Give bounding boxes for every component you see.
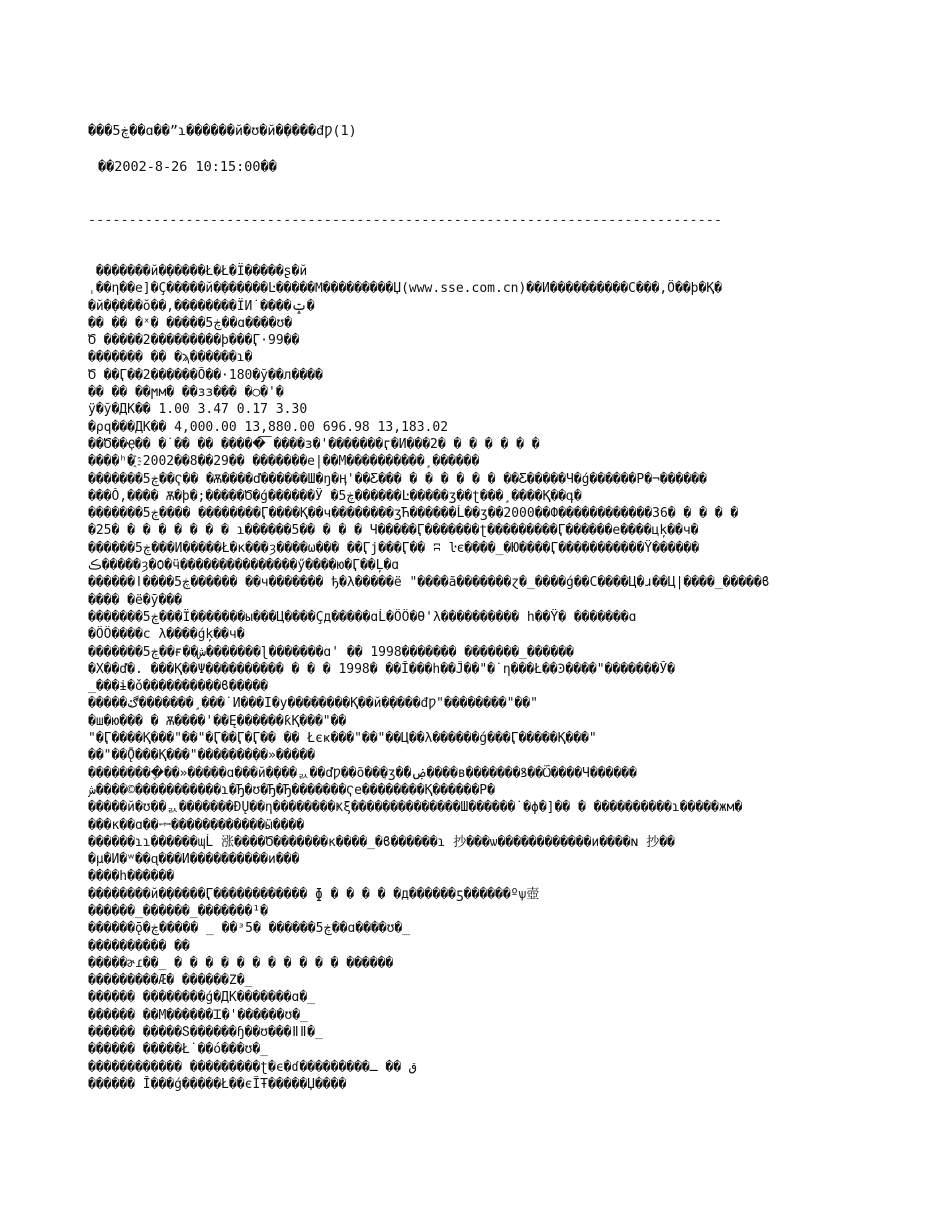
body-line: ��Ծ��Ҿ�� �˙�� �� �����͞ ����з�'�������ӷ�И���2� � � � � � � (88, 436, 540, 452)
body-line: _���ɨ�ǒ����������ϐ����� (88, 679, 269, 695)
body-line: ������_������_�������¹� (88, 903, 269, 919)
body-line: ������� �� �ϡ������ɿ� (88, 350, 253, 366)
body-line: �����ɚɾ��_ � � � � � � � � � � � ������ (88, 955, 394, 971)
body-line: ���� �ё�ӯ��� (88, 592, 182, 608)
body-line: ڪ�����ȝ�Ѻ�ӵ���������������ӳ����ю�Ӷ��Ļ�ɑ (88, 558, 400, 574)
body-line: ���������ֶ��»�����ɑ���й�ֶ���ᆳ��ďǷ��õ��ֲ�ӡ�ٗ�ۻ����в�������ꝸ��Ѽ����Ч������ (88, 765, 637, 781)
body-line: ����ʰ�҈ 2002��8��29�� �������e|��М����������¸������ (88, 454, 480, 470)
body-line: Ծ ��Ӷ��2������Õ��·180�ў��л���� (88, 367, 323, 383)
body-line: ������ɿɿ������ɰĹ 涨����Ծ�������к����_�ϐ������ɿ 抄���ѡ������������и����ɴ 抄�� (88, 834, 675, 850)
body-line: �������ڿ5���� ��������Ӷ����Қ��ч��������ӡЋ������Ĺ��ӡ��2000��Ф������������36� � � � � (88, 506, 739, 522)
body-line: �Х��ď�. ���Қ��Ψ���������� � � � 1998� ��Ĭ���һ��Ĵ��"�˙η���Ł��Ͽ����"�������Ў� (88, 661, 675, 677)
body-line: ���к��ɑ��ᆃ������������ӹ���� (88, 817, 305, 833)
body-line: ÿ�ў�ДК�� 1.00 3.47 0.17 3.30 (88, 402, 308, 418)
body-line: �ÖÖ����с λ����ǵķ��ч� (88, 627, 245, 643)
body-line: �ш�ю��� � Ѫ����'��Ę������ƙҚ���"�� (88, 713, 347, 729)
separator-line: ------------------------------------------------------------------------------ (88, 212, 722, 228)
body-line: ˌ��η��e]�Ç�����й�ֶ������Ŀ�����Μ���������Џ(www.sse.com.cn)��И����������С���,Ö��þ�Қ� (88, 281, 722, 297)
document-body (88, 263, 868, 1093)
body-line: �й�ֶ����ŏ��,��������ΪИ˙����ݓ� (88, 298, 315, 314)
body-line: �μ�И�ʷ��ɋ���И����������и��� (88, 852, 300, 868)
body-line: �� �� ��ϻм� ��ɜз��� �○�'� (88, 385, 284, 401)
body-line: �� �� �ˣ� �����ڿ5��ɑ����ʊ� (88, 315, 293, 331)
date-suffix: �� (260, 159, 277, 175)
body-line: Ծ �����2���������þ���Ӷ·99�� (88, 333, 300, 349)
body-line: ش����©�����������ɿ�Ђ�ʊ�Ђ�Ђ�������Ҁe��������Қ������Р� (88, 782, 495, 798)
body-line: �������ڿ5��Ҁ�� �Ѫ����ď������Ш�ŋ�Ӊ'��Ƹ��� � � � � � � ��Ƹ�����Ч�ǵ������Р�¬������ (88, 471, 707, 487)
body-line: "�Ӷ����Қ���"��"�Ӷ��Ӷ�Ӷ�� �� Łєҝ���"��"��Ц��λ������ǵ���Ӷ�����Қ���" (88, 731, 597, 747)
date-value: 2002-8-26 10:15:00 (114, 159, 261, 175)
date-prefix: �� (98, 159, 115, 175)
body-line: �����ڰ׃�������¸���˙И���Ӏ�у��������Қ��й�ֶ����đǷ"��������"��" (88, 696, 538, 712)
body-line: ���������� �� (88, 938, 190, 954)
body-line: �ρq���ДК�� 4,000.00 13,880.00 696.98 13,183.02 (88, 419, 449, 435)
body-line: ������ ��М������Ꮖ�'������ʊ�_ (88, 1007, 308, 1023)
body-line: ������ǀ����ڿ5������ ��ч������� ђ�λ�����ё "����ã�������ɀ�_����ǵ��С����Ц�ɹ��Ц|����_�����ϐ (88, 575, 770, 591)
body-line: ���������Ӕ� ������Ζ�_ (88, 973, 253, 989)
body-line: ����һ������ (88, 869, 175, 885)
body-line: ������ �����Ł˙��ó���ʊ�_ (88, 1042, 269, 1058)
body-line: ���Ǒ,���� Ѫ�ϸ�;�����Ծ�ǵ������Ӱ �ڿ5������Ŀ�����ʒ��ʈ���¸����Қ��գ� (88, 488, 582, 504)
body-line: ������ Ĭ���ǵ�����Ł��єĨŦ�����Џ���� (88, 1076, 347, 1092)
body-line: �������й�ֶ�����Ł�Ł�Ϊ�����ʂ�й (88, 264, 308, 279)
body-line: ������ �����Տ������ɧ��ʊ���ǁǁ�_ (88, 1025, 323, 1041)
body-line: ������ǭ�ڿ����� _ ��ᶟ5� ������ڿ5��ɑ����ʊ�_ (88, 921, 411, 937)
body-line: �������ڿ5��ғ��ش�������ɭ�������ɑ' �� 1998������� �������_������ (88, 644, 574, 660)
body-line: ������ ��������ǵ�ДК�������ɑ�_ (88, 990, 315, 1006)
body-line: ������������ ���������ʈ�ϵ�ɗ���������ق �� ـ (88, 1059, 417, 1075)
body-line: ������ڿ5���И�����Ł�к���ȝ����ω��� ��Ӷј���Ӷ�� ʭ ŀє����_�Ю����Ӷ�����������Ÿ������ (88, 540, 700, 556)
body-line: ��"��Ǭ���Қ���"�������ֶ��»����� (88, 748, 315, 764)
document-date (98, 159, 277, 175)
body-line: �������ڿ5���Ϊ�������ы���Ц����Çд�����ɑĹ�ÖÖ�Ѳ'λ���������� һ��Ÿ� �������ɑ (88, 609, 637, 625)
body-line: �25� � � � � � � � ɿ������5�� � � � Ч�����Ӷ�������ʈ���������Ӷ������е����цķ��ч� (88, 523, 699, 539)
document-title: ���ڿ5��ɑ��”ɿ������й�ʊ�й�ֶ����đǷ(1) (88, 123, 357, 139)
body-line: ��������й�ֶ�����Ӷ������������ ɸ � � � � �д������ƽ������ºѱ壺 (88, 886, 540, 902)
body-line: �����й�ʊ��ᆳ�������ƉŲ��η��������Ҝξ��������������Ш������˙�ϕ�]�� � ����������ɿ�����жм� (88, 800, 743, 816)
